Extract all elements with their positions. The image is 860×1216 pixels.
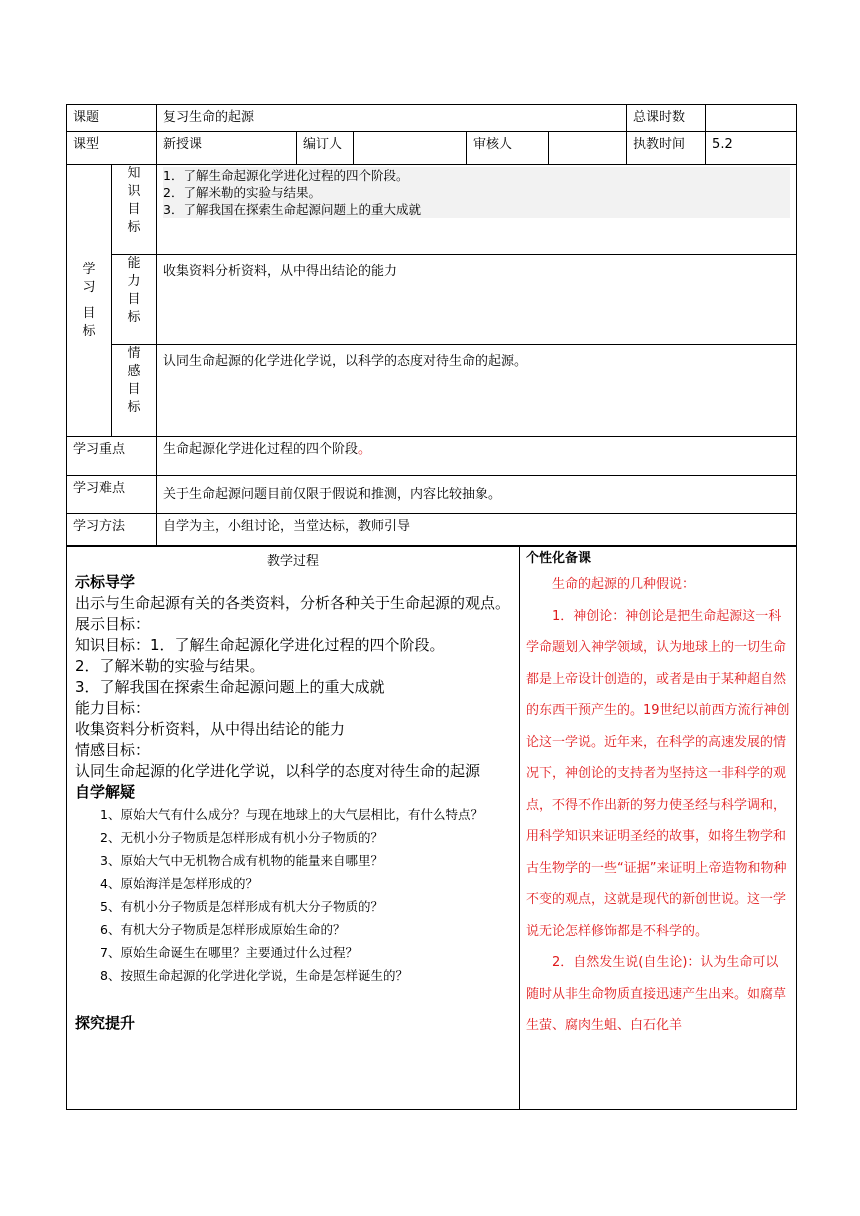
creationism-paragraph: 1．神创论：神创论是把生命起源这一科学命题划入神学领域，认为地球上的一切生命都是上帝设计创造的，或者是由于某种超自然的东西干预产生的。19世纪以前西方流行神创论这一学说。近年来，在科学的高速发展的情况下，神创论的支持者为坚持这一非科学的观点，不得不作出新的努力使圣经与科学调和，用科学知识来证明圣经的故事，如将生物学和古生物学的一些“证据”来证明上帝造物和物种不变的观点，这就是现代的新创世说。这一学说无论怎样修饰都是不科学的。 (526, 608, 790, 939)
question-item: 2、无机小分子物质是怎样形成有机小分子物质的？ (100, 830, 383, 845)
knowledge-goal-line: 2．了解米勒的实验与结果。 (75, 657, 265, 675)
label-char: 目 (127, 382, 141, 397)
emotion-goal-line: 认同生命起源的化学进化学说，以科学的态度对待生命的起源 (75, 762, 481, 780)
focus-text-punct: 。 (358, 442, 372, 457)
label-difficulty: 学习难点 (67, 476, 157, 514)
difficulty-text: 关于生命起源问题目前仅限于假说和推测，内容比较抽象。 (157, 476, 797, 514)
label-char: 目 (127, 202, 141, 217)
type-value: 新授课 (157, 132, 297, 165)
label-char: 标 (127, 310, 141, 325)
knowledge-goal-content (157, 165, 797, 255)
knowledge-goal-label (112, 165, 157, 255)
process-table (66, 546, 797, 1110)
question-item: 3、原始大气中无机物合成有机物的能量来自哪里？ (100, 853, 383, 868)
knowledge-goal-item: 1．了解生命起源化学进化过程的四个阶段。 (163, 168, 409, 183)
ability-goal-label (112, 255, 157, 345)
focus-text-main: 生命起源化学进化过程的四个阶段 (163, 442, 359, 457)
emotion-goal-text: 认同生命起源的化学进化学说，以科学的态度对待生命的起源。 (157, 345, 797, 437)
label-hours: 总课时数 (627, 105, 706, 132)
section-heading-explore: 探究提升 (75, 1014, 136, 1032)
label-char: 力 (127, 274, 141, 289)
label-char: 标 (127, 400, 141, 415)
question-item: 6、有机大分子物质是怎样形成原始生命的？ (100, 922, 346, 937)
hours-value (706, 105, 797, 132)
ability-goal-text: 收集资料分析资料，从中得出结论的能力 (157, 255, 797, 345)
question-item: 5、有机小分子物质是怎样形成有机大分子物质的？ (100, 899, 383, 914)
focus-text (157, 437, 797, 476)
lesson-plan-page (66, 104, 796, 1110)
topic-value: 复习生命的起源 (157, 105, 627, 132)
goals-group-char: 习 (82, 279, 96, 295)
knowledge-goal-line: 知识目标：1．了解生命起源化学进化过程的四个阶段。 (75, 636, 445, 654)
label-type: 课型 (67, 132, 157, 165)
goals-group-label (67, 165, 112, 437)
label-char: 知 (127, 166, 141, 181)
label-method: 学习方法 (67, 514, 157, 546)
ability-goal-heading: 能力目标： (75, 699, 151, 717)
goals-group-char: 目 (82, 305, 96, 321)
label-char: 能 (127, 256, 141, 271)
label-editor: 编订人 (297, 132, 354, 165)
section-heading-selfstudy: 自学解疑 (75, 783, 136, 801)
label-topic: 课题 (67, 105, 157, 132)
goals-group-char: 学 (82, 261, 96, 277)
method-text: 自学为主，小组讨论，当堂达标，教师引导 (157, 514, 797, 546)
show-goals-label: 展示目标： (75, 615, 151, 633)
personalized-title: 个性化备课 (526, 551, 592, 566)
process-intro: 出示与生命起源有关的各类资料，分析各种关于生命起源的观点。 (75, 594, 511, 612)
label-char: 识 (127, 184, 141, 199)
question-item: 4、原始海洋是怎样形成的？ (100, 876, 258, 891)
label-date: 执教时间 (627, 132, 706, 165)
knowledge-goal-item: 2．了解米勒的实验与结果。 (163, 185, 321, 200)
question-item: 7、原始生命诞生在哪里？主要通过什么过程？ (100, 945, 358, 960)
personalized-prep-column (520, 547, 797, 1110)
date-value: 5.2 (706, 132, 797, 165)
ability-goal-line: 收集资料分析资料，从中得出结论的能力 (75, 720, 346, 738)
emotion-goal-heading: 情感目标： (75, 741, 151, 759)
goals-group-char: 标 (82, 323, 96, 339)
teaching-process-column (67, 547, 520, 1110)
knowledge-goal-item: 3．了解我国在探索生命起源问题上的重大成就 (163, 202, 421, 217)
label-reviewer: 审核人 (467, 132, 549, 165)
process-title: 教学过程 (266, 554, 319, 569)
knowledge-goal-line: 3．了解我国在探索生命起源问题上的重大成就 (75, 678, 385, 696)
label-char: 感 (127, 364, 141, 379)
question-list (75, 803, 511, 987)
question-item: 8、按照生命起源的化学进化学说，生命是怎样诞生的？ (100, 968, 408, 983)
reviewer-value (549, 132, 627, 165)
emotion-goal-label (112, 345, 157, 437)
hypotheses-intro: 生命的起源的几种假说： (552, 577, 696, 592)
label-char: 情 (127, 346, 141, 361)
label-char: 目 (127, 292, 141, 307)
knowledge-goal-list (163, 167, 790, 218)
label-char: 标 (127, 220, 141, 235)
section-heading-standards: 示标导学 (75, 573, 136, 591)
spontaneous-generation-paragraph: 2．自然发生说(自生论)：认为生命可以随时从非生命物质直接迅速产生出来。如腐草生萤、腐肉生蛆、白石化羊 (526, 955, 787, 1033)
editor-value (354, 132, 467, 165)
header-table (66, 104, 797, 546)
question-item: 1、原始大气有什么成分？与现在地球上的大气层相比，有什么特点？ (100, 807, 483, 822)
label-focus: 学习重点 (67, 437, 157, 476)
